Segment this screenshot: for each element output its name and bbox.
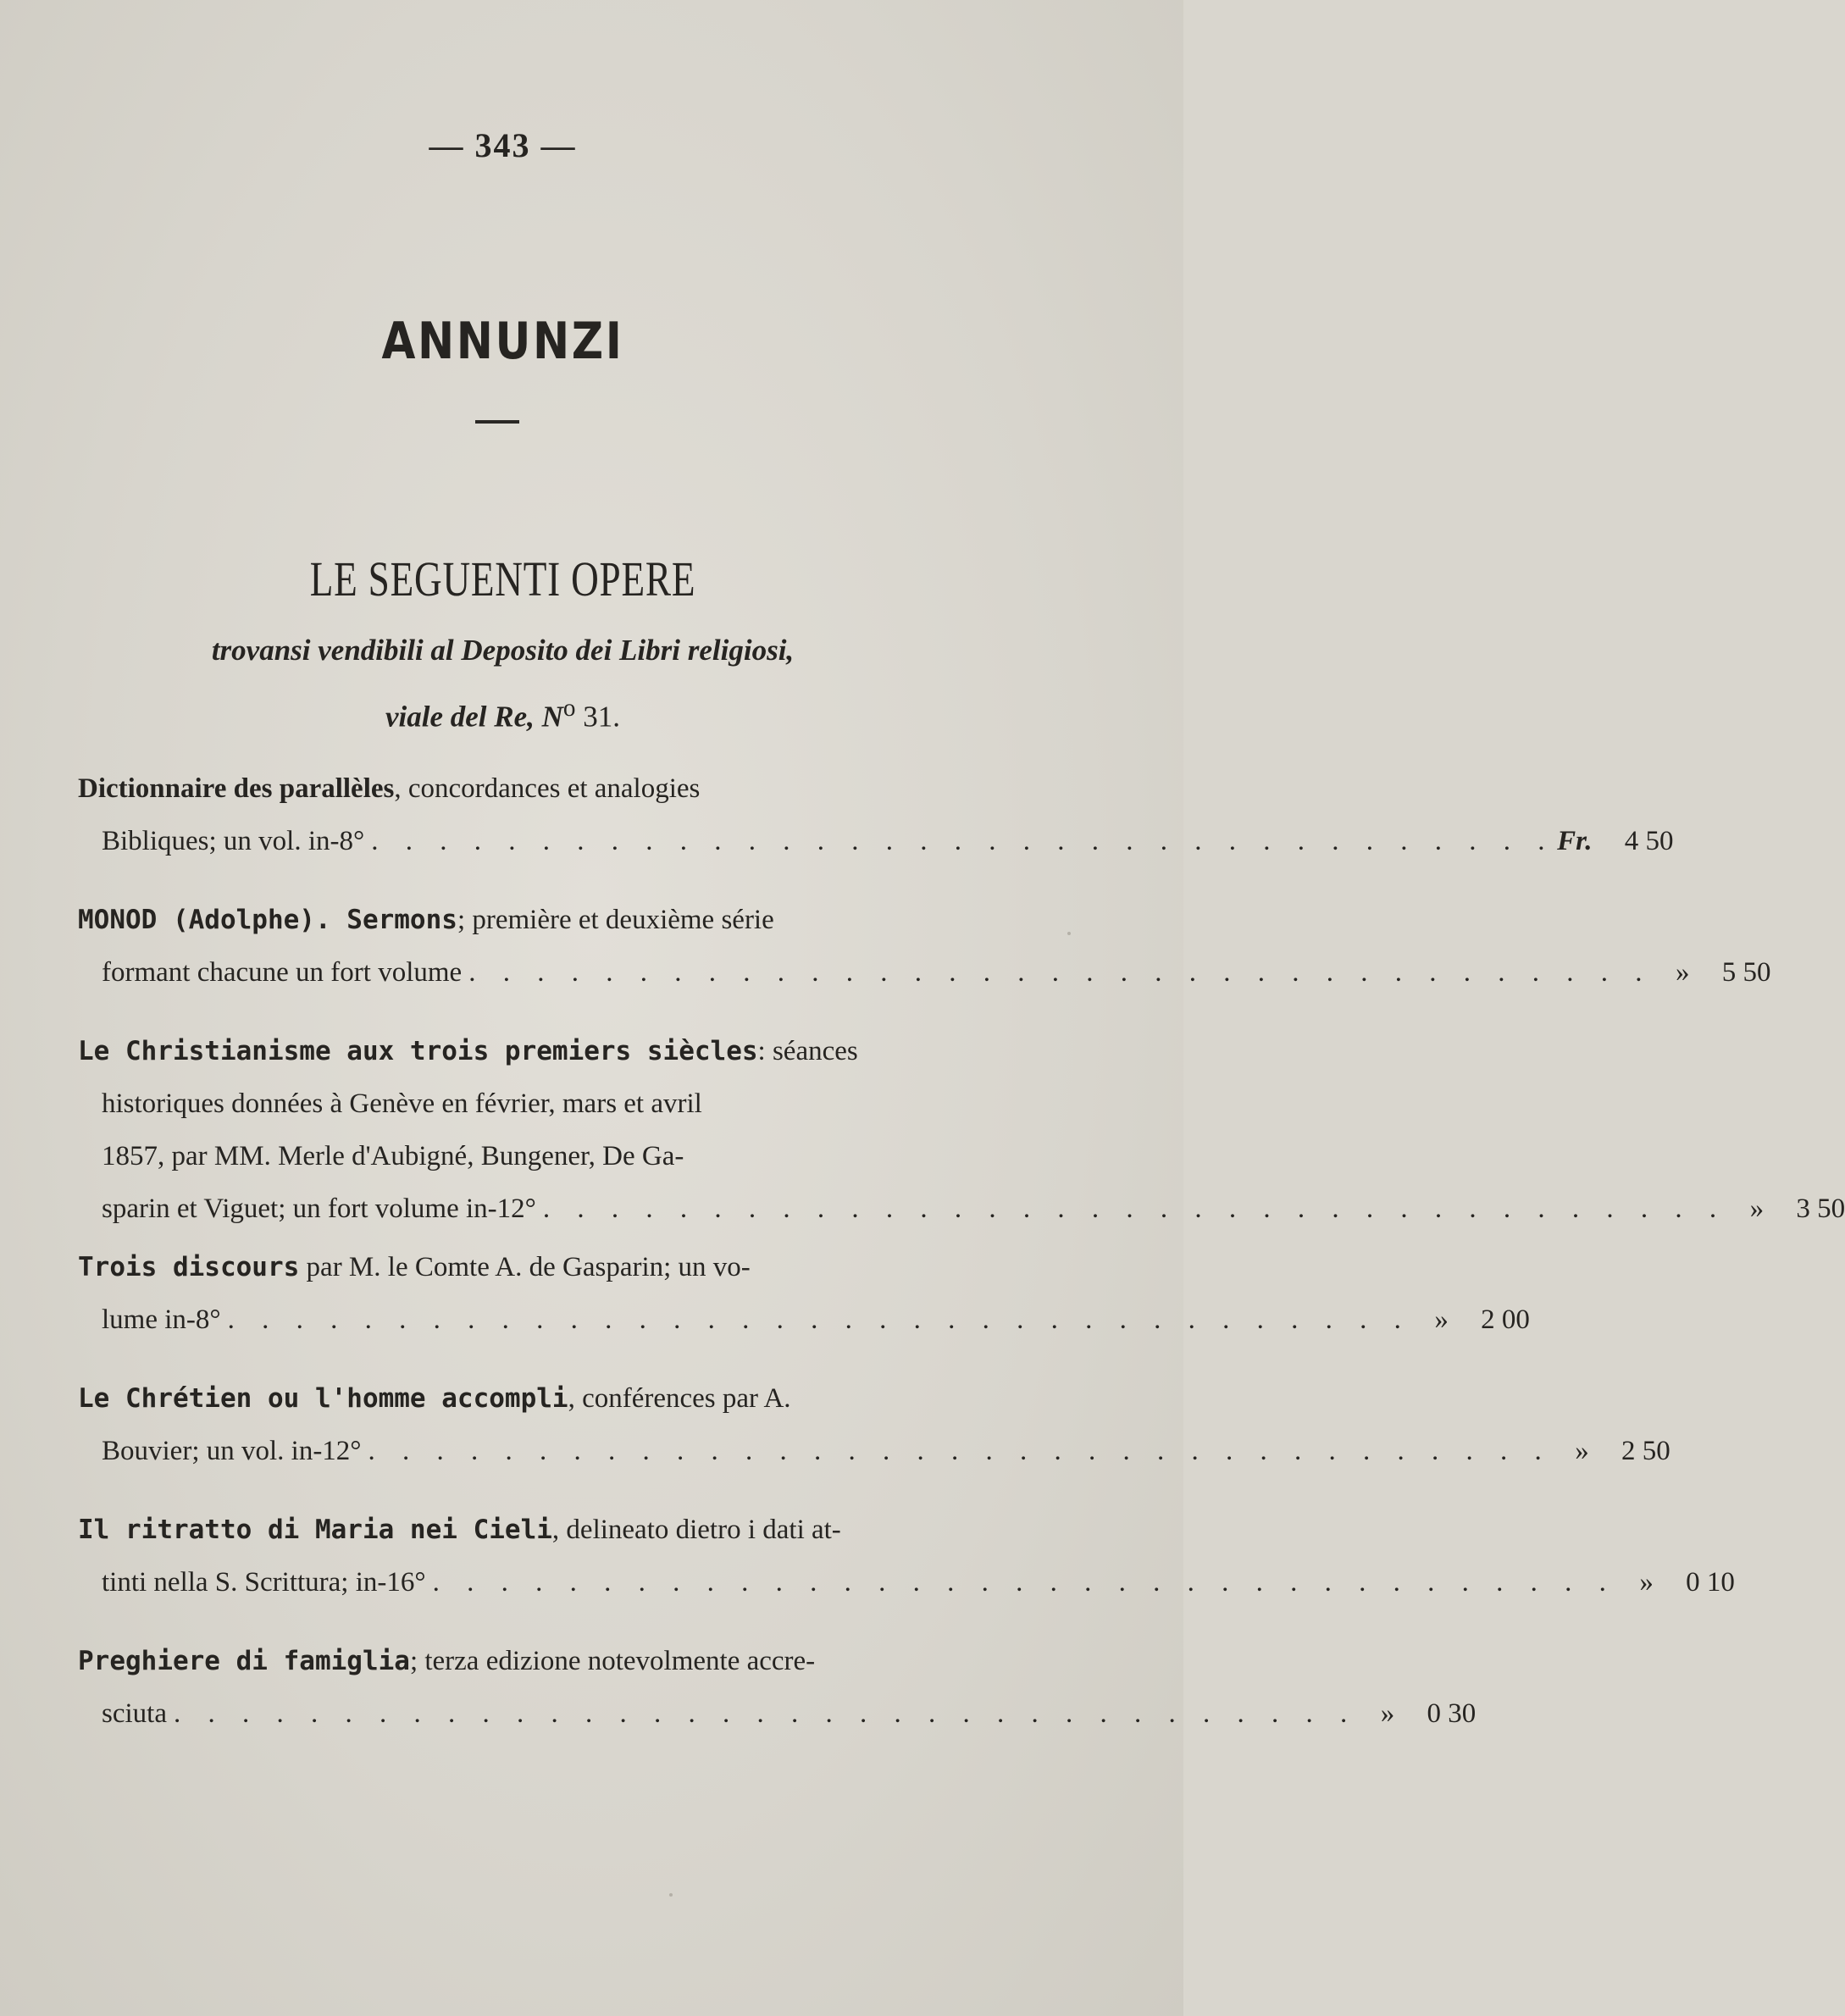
entry-description: , delineato dietro i dati at- (551, 1515, 841, 1545)
leader-dots: . . . . . . . . . . . . . . . . . . . . . . . . . . . . . . . . . . . (371, 826, 1555, 856)
entry-price-line (78, 1556, 1735, 1609)
entry-format: sciuta (102, 1698, 167, 1729)
entry-currency: » (1675, 957, 1690, 988)
entry-format: Bibliques; un vol. in-8° (102, 826, 365, 856)
intro-number: 31. (583, 700, 620, 734)
entry-currency: » (1639, 1567, 1654, 1598)
entry-price: 0 30 (1427, 1698, 1477, 1729)
entry-title: Dictionnaire des parallèles (78, 773, 395, 804)
entry-title: Il ritratto di Maria nei Cieli (78, 1515, 552, 1545)
entry-title: Le Chrétien ou l'homme accompli (78, 1383, 568, 1414)
entry-price-line (78, 946, 1771, 999)
entry-description-line: 1857, par MM. Merle d'Aubigné, Bungener, De Ga- (102, 1141, 684, 1171)
entry-price: 3 50 (1796, 1194, 1845, 1224)
leader-dots: . . . . . . . . . . . . . . . . . . . . . . . . . . . . . . . . . . . (468, 957, 1653, 988)
entry-price: 4 50 (1624, 826, 1674, 856)
entry-title-line (78, 1372, 950, 1425)
book-entry (78, 1504, 1735, 1609)
entry-currency: Fr. (1557, 826, 1593, 856)
book-entry (78, 762, 1674, 867)
entry-format: sparin et Viguet; un fort volume in-12° (102, 1194, 536, 1224)
title-rule (475, 420, 519, 424)
entry-price: 2 00 (1481, 1304, 1530, 1335)
entry-price: 5 50 (1721, 957, 1771, 988)
entry-price: 2 50 (1621, 1436, 1670, 1466)
section-title: LE SEGUENTI OPERE (309, 551, 696, 606)
entry-title: Trois discours (78, 1252, 300, 1282)
entry-currency: » (1434, 1304, 1449, 1335)
intro-line-1: trovansi vendibili al Deposito dei Libri religiosi, (211, 634, 795, 667)
leader-dots: . . . . . . . . . . . . . . . . . . . . . . . . . . . . . . . . . . . (432, 1567, 1616, 1598)
entry-title: Le Christianisme aux trois premiers siècles (78, 1036, 758, 1066)
entry-description: , concordances et analogies (394, 773, 701, 804)
intro-numero-sign: o (562, 695, 576, 722)
entry-format: Bouvier; un vol. in-12° (102, 1436, 362, 1466)
book-entry (78, 1635, 1477, 1740)
entry-price-line (78, 815, 1674, 867)
entry-description: : séances (757, 1036, 858, 1066)
entry-currency: » (1749, 1194, 1765, 1224)
entry-description: ; première et deuxième série (457, 905, 774, 935)
page-number: — 343 — (429, 126, 577, 164)
entry-title: MONOD (Adolphe). Sermons (78, 905, 457, 935)
entry-description: par M. le Comte A. de Gasparin; un vo- (299, 1252, 751, 1282)
paper-speck (1067, 932, 1071, 935)
entry-title: Preghiere di famiglia (78, 1646, 410, 1676)
entry-title-line (78, 1635, 950, 1687)
entry-description: , conférences par A. (568, 1383, 791, 1414)
intro-address: viale del Re, N (385, 700, 563, 734)
entry-title-line (78, 1504, 950, 1556)
entry-price-line (78, 1293, 1530, 1346)
book-entry (78, 1241, 1530, 1346)
entry-title-line (78, 762, 950, 815)
book-entry (78, 894, 1771, 999)
entry-price-line (78, 1425, 1670, 1477)
intro-line-2 (0, 679, 1006, 746)
book-entry (78, 1025, 1845, 1235)
entry-description: ; terza edizione notevolmente accre- (409, 1646, 816, 1676)
entry-format: tinti nella S. Scrittura; in-16° (102, 1567, 426, 1598)
entry-title-line (78, 894, 950, 946)
entry-currency: » (1380, 1698, 1395, 1729)
entry-price-line (78, 1687, 1477, 1740)
entry-price-line (78, 1182, 1845, 1235)
entry-format: lume in-8° (102, 1304, 221, 1335)
intro-text (0, 622, 1006, 746)
paper-speck (669, 1893, 673, 1897)
book-entry (78, 1372, 1670, 1477)
entry-format: formant chacune un fort volume (102, 957, 463, 988)
leader-dots: . . . . . . . . . . . . . . . . . . . . . . . . . . . . . . . . . . . (173, 1698, 1358, 1729)
leader-dots: . . . . . . . . . . . . . . . . . . . . . . . . . . . . . . . . . . . (542, 1194, 1727, 1224)
entry-title-line (78, 1025, 950, 1077)
main-title: ANNUNZI (381, 312, 624, 371)
leader-dots: . . . . . . . . . . . . . . . . . . . . . . . . . . . . . . . . . . . (368, 1436, 1552, 1466)
entry-description-line: historiques données à Genève en février, mars et avril (102, 1088, 702, 1119)
entry-title-line (78, 1241, 950, 1293)
entry-price: 0 10 (1686, 1567, 1735, 1598)
entry-currency: » (1575, 1436, 1589, 1466)
leader-dots: . . . . . . . . . . . . . . . . . . . . . . . . . . . . . . . . . . . (227, 1304, 1411, 1335)
